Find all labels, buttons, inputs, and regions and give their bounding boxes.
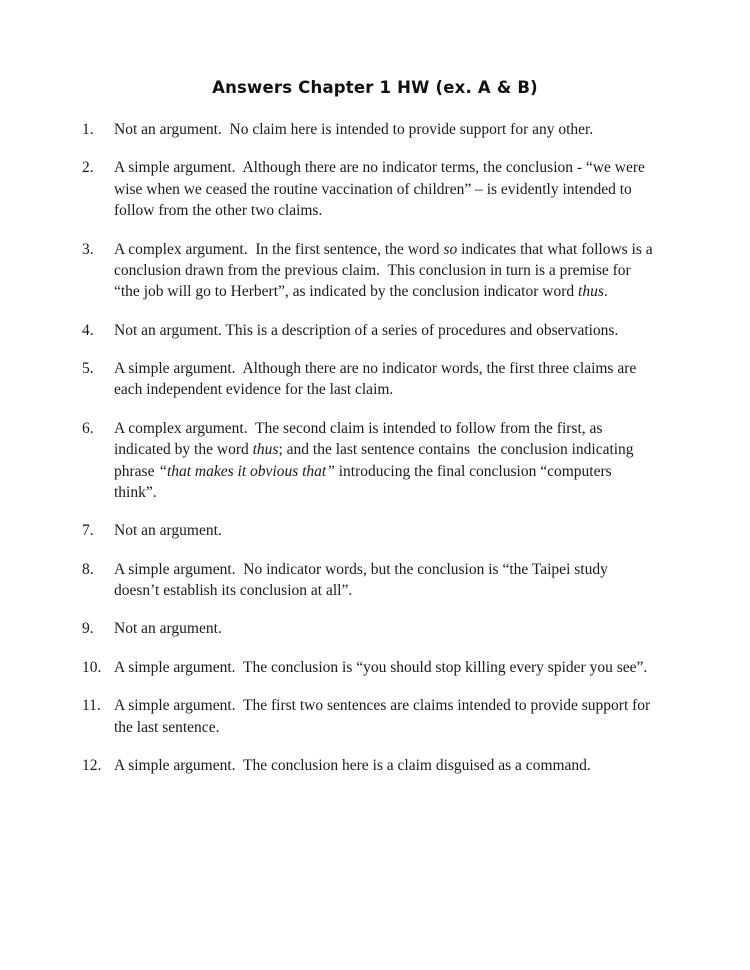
list-item xyxy=(62,157,688,221)
list-item xyxy=(62,559,688,602)
list-item-text: A simple argument. The first two sentences are claims intended to provide support for the last sentence. xyxy=(114,697,651,736)
list-item-text: A simple argument. No indicator words, but the conclusion is “the Taipei study doesn’t establish its conclusion at all”. xyxy=(114,560,608,599)
list-item-text: Not an argument. xyxy=(114,522,222,540)
list-item-text: A simple argument. The conclusion here is a claim disguised as a command. xyxy=(114,756,591,774)
list-item xyxy=(62,358,688,401)
list-item-number: 1. xyxy=(82,121,94,138)
list-item xyxy=(62,755,688,776)
list-item-number: 2. xyxy=(82,159,94,177)
list-item-number: 12. xyxy=(82,756,102,774)
list-item xyxy=(62,239,688,303)
page-title: Answers Chapter 1 HW (ex. A & B) xyxy=(212,78,538,97)
list-item-number: 11. xyxy=(82,697,101,715)
answer-list xyxy=(62,119,688,776)
list-item-number: 3. xyxy=(82,240,94,258)
list-item xyxy=(62,618,688,639)
list-item xyxy=(62,657,688,678)
list-item-number: 9. xyxy=(82,620,94,638)
list-item-text: Not an argument. xyxy=(114,620,222,638)
list-item-number: 8. xyxy=(82,560,94,578)
list-item-number: 10. xyxy=(82,658,102,676)
list-item-number: 5. xyxy=(82,360,94,377)
list-item xyxy=(62,695,688,738)
list-item xyxy=(62,119,688,140)
list-item xyxy=(62,418,688,504)
list-item-text: A simple argument. Although there are no indicator words, the first three claims are each independent evidence for the last claim. xyxy=(114,360,637,399)
list-item-text: Not an argument. This is a description of a series of procedures and observations. xyxy=(114,321,619,339)
list-item-text: A simple argument. The conclusion is “you should stop killing every spider you see”. xyxy=(114,658,648,676)
list-item-text: A simple argument. Although there are no indicator terms, the conclusion - “we were wise when we ceased the routine vaccination of children” – is evidently intended to follow from the other two claims. xyxy=(114,159,645,220)
list-item-number: 4. xyxy=(82,321,94,339)
list-item-number: 6. xyxy=(82,419,94,437)
list-item-text: Not an argument. No claim here is intended to provide support for any other. xyxy=(114,121,594,138)
list-item xyxy=(62,520,688,541)
list-item-text: A complex argument. The second claim is intended to follow from the first, as indicated by the word thus; and the last sentence contains the conclusion indicating phrase “that makes it obvious that” introducing the final conclusion “computers think”. xyxy=(114,419,634,501)
list-item-number: 7. xyxy=(82,522,94,540)
list-item xyxy=(62,320,688,341)
list-item-text: A complex argument. In the first sentence, the word so indicates that what follows is a conclusion drawn from the previous claim. This conclusion in turn is a premise for “the job will go to Herbert”, as indicated by the conclusion indicator word thus. xyxy=(114,240,653,301)
